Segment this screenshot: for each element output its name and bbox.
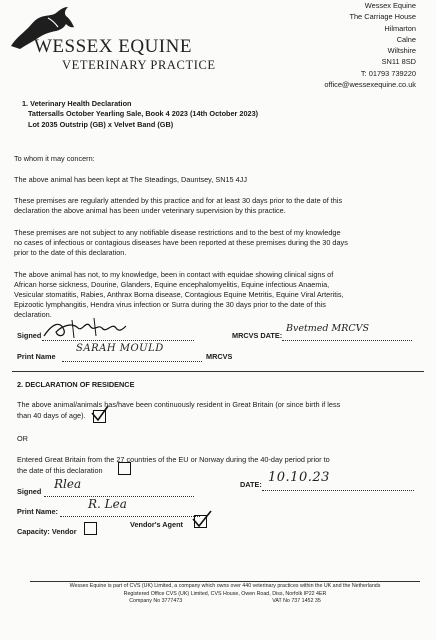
signature-line	[42, 340, 194, 341]
option-text: the date of this declaration	[17, 466, 103, 475]
address-line: SN11 8SD	[381, 57, 416, 67]
option-text: The above animal/animals has/have been continuously resident in Great Britain (or since birth if less	[17, 400, 341, 409]
address-line: Wiltshire	[387, 46, 416, 56]
practice-address	[324, 0, 416, 90]
footer-registration	[30, 598, 420, 606]
or-label: OR	[17, 434, 28, 443]
company-number: Company No 3777473	[129, 598, 183, 604]
mrcvs-date-value: Bvetmed MRCVS	[286, 323, 370, 334]
checkmark-icon	[191, 510, 213, 528]
salutation: To whom it may concern:	[14, 154, 95, 163]
phone-number: T: 01793 739220	[360, 68, 416, 78]
footer	[30, 583, 420, 606]
signed-label: Signed	[17, 487, 42, 496]
address-line: Wessex Equine	[364, 1, 416, 10]
paragraph-line: These premises are regularly attended by this practice and for at least 30 days prior to the date of this	[14, 196, 343, 205]
footer-divider	[30, 581, 420, 582]
vendor-signature: Rlea	[54, 477, 82, 491]
mrcvs-date-label: MRCVS DATE:	[232, 331, 283, 340]
print-name-value: SARAH MOULD	[76, 343, 164, 354]
date-value: 10.10.23	[268, 470, 330, 485]
vet-signature	[42, 316, 128, 342]
paragraph-line: These premises are not subject to any notifiable disease restrictions and to the best of my knowledge	[14, 228, 341, 237]
paragraph-line: The above animal has not, to my knowledge, been in contact with equidae showing clinical signs of	[14, 270, 334, 279]
paragraph-line: prior to the date of this declaration.	[14, 248, 127, 257]
declaration-heading: 1. Veterinary Health Declaration	[22, 99, 132, 108]
footer-line: Registered Office CVS (UK) Limited, CVS House, Owen Road, Diss, Norfolk IP22 4ER	[123, 590, 327, 597]
footer-line: Wessex Equine is part of CVS (UK) Limited, a company which owns over 440 veterinary practices within the UK and the Netherlands	[69, 583, 381, 589]
section-divider	[12, 371, 424, 372]
date-line	[262, 490, 414, 491]
print-name-line	[60, 516, 200, 517]
option-text: than 40 days of age).	[17, 411, 86, 420]
print-name-line	[62, 361, 202, 362]
address-line: Calne	[396, 34, 416, 44]
kept-at-statement: The above animal has been kept at The Steadings, Dauntsey, SN15 4JJ	[14, 175, 247, 184]
residence-heading: 2. DECLARATION OF RESIDENCE	[17, 380, 135, 389]
vendors-agent-label: Vendor's Agent	[130, 520, 183, 529]
paragraph-line: declaration.	[14, 310, 52, 319]
lot-details: Lot 2035 Outstrip (GB) x Velvet Band (GB)	[28, 120, 174, 129]
email-address[interactable]: office@wessexequine.co.uk	[324, 80, 416, 90]
practice-subtitle: VETERINARY PRACTICE	[62, 58, 216, 72]
address-line: Hilmarton	[384, 23, 416, 33]
paragraph-line: Vesicular stomatitis, Rabies, Anthrax Borna disease, Contagious Equine Metritis, Equine Viral Arteritis,	[14, 290, 344, 299]
practice-name: WESSEX EQUINE	[34, 36, 192, 57]
date-label: DATE:	[240, 480, 262, 489]
paragraph-line: African horse sickness, Dourine, Glanders, Equine encephalomyelitis, Equine infectious Anaemia,	[14, 280, 330, 289]
checkmark-icon	[90, 405, 110, 423]
print-name-label: Print Name	[17, 352, 56, 361]
paragraph-line: no cases of infectious or contagious diseases have been reported at these premises during the 30 days	[14, 238, 348, 247]
paragraph-line: declaration the above animal has been under veterinary supervision by this practice.	[14, 206, 286, 215]
vendor-checkbox[interactable]	[84, 522, 97, 535]
capacity-vendor-label: Capacity: Vendor	[17, 527, 77, 536]
sale-details: Tattersalls October Yearling Sale, Book 4 2023 (14th October 2023)	[28, 109, 259, 118]
mrcvs-label: MRCVS	[206, 352, 233, 361]
residence-option2-checkbox[interactable]	[118, 462, 131, 475]
print-name-value: R. Lea	[88, 497, 127, 511]
vat-number: VAT No 737 1452 35	[272, 598, 321, 604]
paragraph-line: Epizootic lymphangitis, Hendra virus infection or Surra during the 30 days prior to the date of this	[14, 300, 326, 309]
address-line: The Carriage House	[349, 12, 416, 22]
option-text: Entered Great Britain from the 27 countries of the EU or Norway during the 40-day period prior to	[17, 455, 330, 464]
signed-label: Signed	[17, 331, 42, 340]
print-name-label: Print Name:	[17, 507, 58, 516]
date-line	[282, 340, 412, 341]
